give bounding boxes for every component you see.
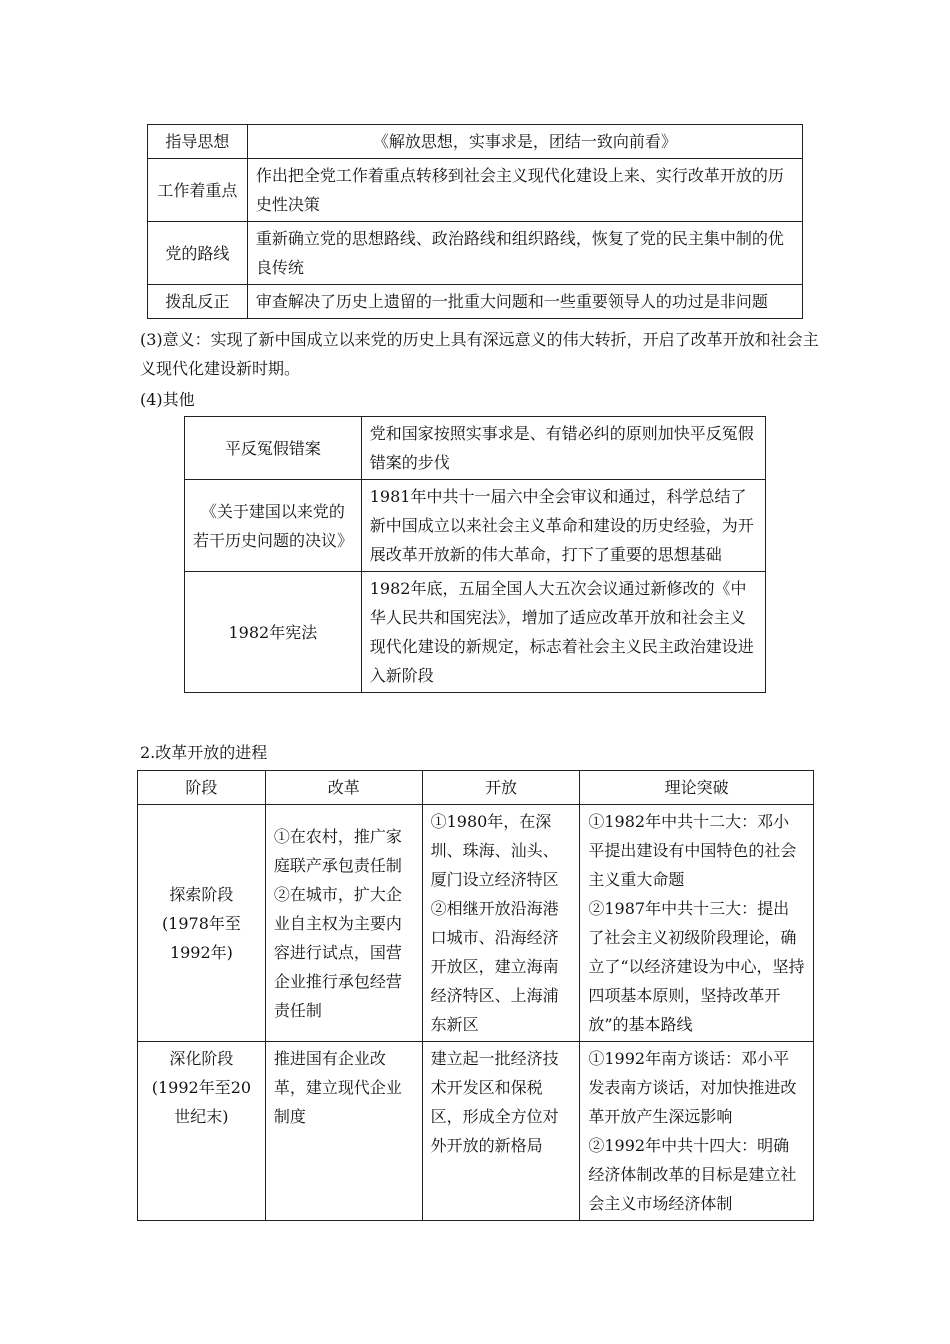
row-label: 《关于建国以来党的若干历史问题的决议》	[185, 480, 362, 572]
reform-item: ①在农村，推广家庭联产承包责任制	[273, 826, 402, 875]
table-row	[185, 480, 766, 572]
header-theory: 理论突破	[580, 771, 814, 805]
opening-item: 建立起一批经济技术开发区和保税区，形成全方位对外开放的新格局	[430, 1049, 559, 1155]
stage-cell: 探索阶段(1978年至1992年)	[138, 805, 266, 1042]
others-heading: (4)其他	[140, 390, 195, 409]
reform-cell	[265, 805, 422, 1042]
reform-cell	[265, 1042, 422, 1221]
opening-item: ①1980年，在深圳、珠海、汕头、厦门设立经济特区	[430, 812, 559, 889]
row-label: 指导思想	[148, 125, 248, 159]
theory-item: ②1992年中共十四大：明确经济体制改革的目标是建立社会主义市场经济体制	[588, 1136, 797, 1213]
theory-item: ②1987年中共十三大：提出了社会主义初级阶段理论，确立了“以经济建设为中心，坚持四项基本原则，坚持改革开放”的基本路线	[588, 899, 805, 1034]
header-stage: 阶段	[138, 771, 266, 805]
section-title: 2.改革开放的进程	[140, 743, 268, 762]
table-row	[138, 805, 814, 1042]
theory-item: ①1982年中共十二大：邓小平提出建设有中国特色的社会主义重大命题	[588, 812, 797, 889]
theory-item: ①1992年南方谈话：邓小平发表南方谈话，对加快推进改革开放产生深远影响	[588, 1049, 797, 1126]
theory-cell	[580, 805, 814, 1042]
row-content: 作出把全党工作着重点转移到社会主义现代化建设上来、实行改革开放的历史性决策	[247, 159, 802, 222]
row-content: 党和国家按照实事求是、有错必纠的原则加快平反冤假错案的步伐	[361, 417, 765, 480]
row-content: 《解放思想，实事求是，团结一致向前看》	[247, 125, 802, 159]
row-label: 平反冤假错案	[185, 417, 362, 480]
theory-cell	[580, 1042, 814, 1221]
stage-cell: 深化阶段(1992年至20世纪末)	[138, 1042, 266, 1221]
row-label: 工作着重点	[148, 159, 248, 222]
table-header-row	[138, 771, 814, 805]
table-row	[148, 222, 803, 285]
row-label: 1982年宪法	[185, 572, 362, 693]
row-content: 1982年底，五届全国人大五次会议通过新修改的《中华人民共和国宪法》，增加了适应改革开放和社会主义现代化建设的新规定，标志着社会主义民主政治建设进入新阶段	[361, 572, 765, 693]
opening-cell	[422, 805, 580, 1042]
reform-item: ②在城市，扩大企业自主权为主要内容进行试点，国营企业推行承包经营责任制	[273, 884, 402, 1020]
table-row	[148, 125, 803, 159]
row-content: 重新确立党的思想路线、政治路线和组织路线，恢复了党的民主集中制的优良传统	[247, 222, 802, 285]
table-row	[138, 1042, 814, 1221]
table-row	[185, 572, 766, 693]
table-row	[148, 285, 803, 319]
table-row	[148, 159, 803, 222]
row-content: 1981年中共十一届六中全会审议和通过，科学总结了新中国成立以来社会主义革命和建设的历史经验，为开展改革开放新的伟大革命，打下了重要的思想基础	[361, 480, 765, 572]
row-label: 党的路线	[148, 222, 248, 285]
opening-item: ②相继开放沿海港口城市、沿海经济开放区，建立海南经济特区、上海浦东新区	[430, 899, 559, 1034]
row-label: 拨乱反正	[148, 285, 248, 319]
header-reform: 改革	[265, 771, 422, 805]
table-guiding-principles	[147, 124, 803, 319]
row-content: 审查解决了历史上遗留的一批重大问题和一些重要领导人的功过是非问题	[247, 285, 802, 319]
reform-item: 推进国有企业改革，建立现代企业制度	[273, 1049, 402, 1126]
table-row	[185, 417, 766, 480]
opening-cell	[422, 1042, 580, 1221]
significance-paragraph: (3)意义：实现了新中国成立以来党的历史上具有深远意义的伟大转折，开启了改革开放和社会主义现代化建设新时期。	[140, 330, 819, 378]
table-others	[184, 416, 766, 693]
table-reform-process	[137, 770, 814, 1221]
header-opening: 开放	[422, 771, 580, 805]
